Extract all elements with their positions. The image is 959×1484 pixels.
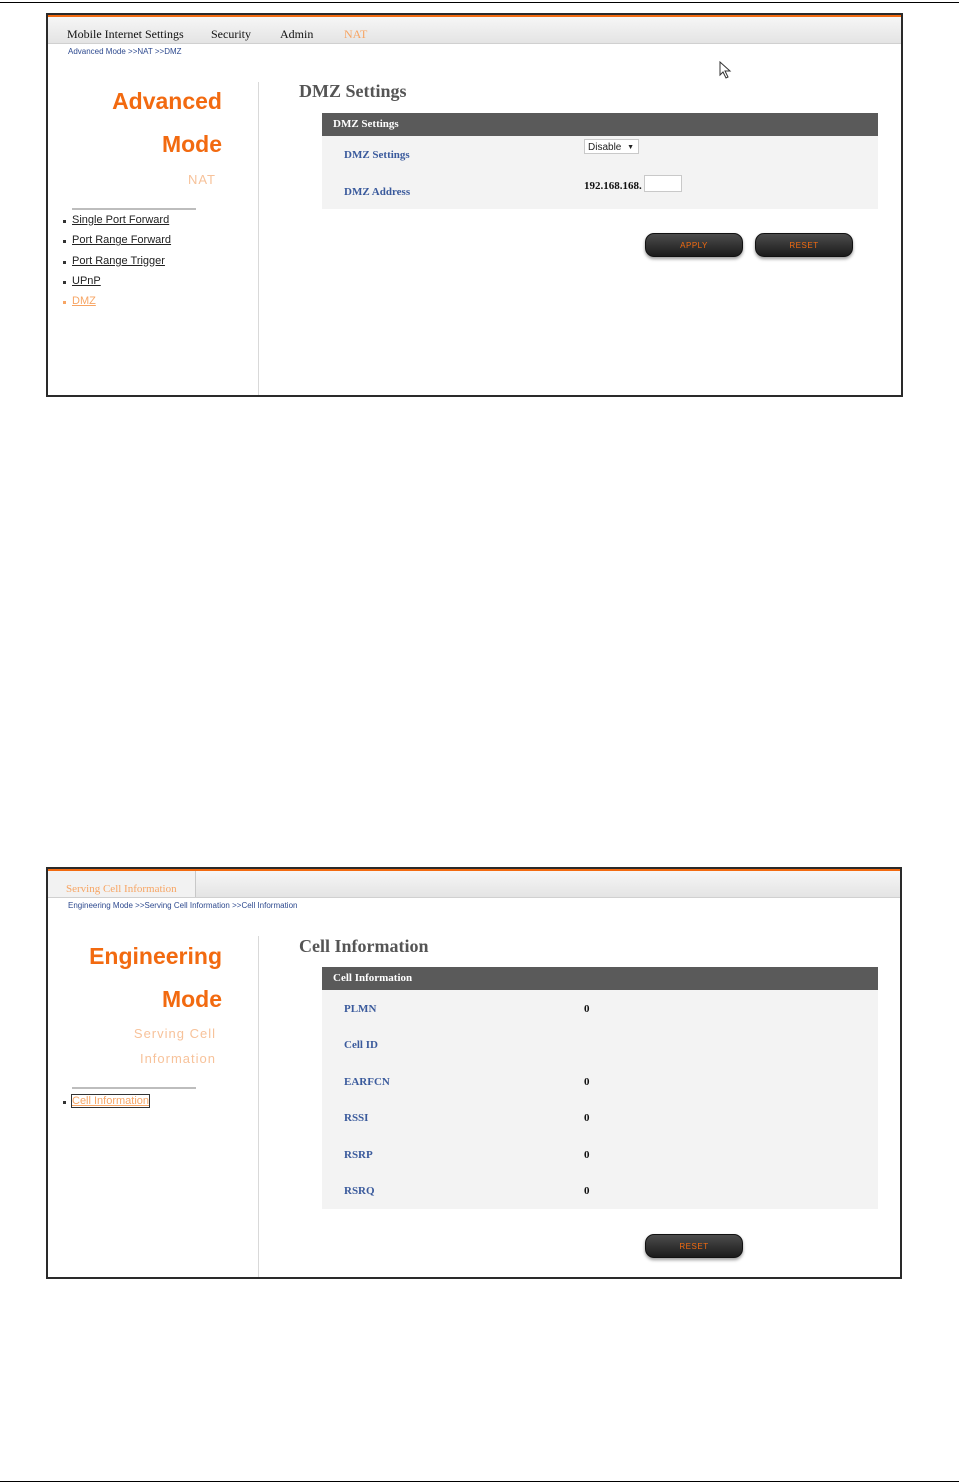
sidebar-subtitle-line2: Information (139, 1051, 216, 1066)
dmz-settings-label: DMZ Settings (344, 149, 410, 161)
sidebar-item-dmz[interactable]: DMZ (72, 295, 171, 315)
sidebar-title-line1: Engineering (89, 943, 222, 969)
sidebar-title-line2: Mode (161, 986, 222, 1012)
apply-button[interactable]: APPLY (645, 233, 743, 257)
rssi-value: 0 (584, 1112, 590, 1124)
dmz-address-input[interactable] (644, 175, 682, 192)
sidebar-rule (72, 1087, 196, 1089)
rsrq-label: RSRQ (344, 1185, 375, 1197)
nav-admin[interactable]: Admin (280, 27, 314, 41)
sidebar-menu (72, 214, 171, 315)
cell-information-panel (322, 967, 878, 1209)
sidebar-divider (258, 82, 259, 397)
plmn-value: 0 (584, 1003, 590, 1015)
plmn-label: PLMN (344, 1003, 377, 1015)
sidebar-menu (72, 1095, 149, 1115)
nav-security[interactable]: Security (211, 27, 251, 41)
page-top-rule (0, 2, 959, 3)
top-navigation (48, 17, 901, 44)
dmz-settings-panel (322, 113, 878, 209)
dmz-address-prefix: 192.168.168. (584, 180, 642, 192)
nav-nat[interactable]: NAT (344, 27, 368, 41)
rsrp-label: RSRP (344, 1149, 373, 1161)
rssi-label: RSSI (344, 1112, 369, 1124)
rsrp-value: 0 (584, 1149, 590, 1161)
top-navigation (48, 871, 900, 898)
reset-button[interactable]: RESET (755, 233, 853, 257)
dmz-address-label: DMZ Address (344, 186, 411, 198)
cell-id-label: Cell ID (344, 1039, 378, 1051)
sidebar-item-port-range-trigger[interactable]: Port Range Trigger (72, 255, 171, 275)
sidebar-subtitle: NAT (187, 172, 216, 187)
dmz-settings-select[interactable]: Disable ▼ (584, 139, 639, 154)
sidebar-title-line2: Mode (161, 131, 222, 157)
rsrq-value: 0 (584, 1185, 590, 1197)
panel-header: DMZ Settings (322, 113, 878, 136)
sidebar-rule (72, 208, 196, 210)
cell-information-screenshot (46, 867, 902, 1279)
sidebar-item-upnp[interactable]: UPnP (72, 275, 171, 295)
sidebar-title-line1: Advanced (112, 88, 222, 114)
earfcn-value: 0 (584, 1076, 590, 1088)
chevron-down-icon: ▼ (627, 144, 634, 151)
reset-button[interactable]: RESET (645, 1234, 743, 1258)
breadcrumb: Engineering Mode >>Serving Cell Information >>Cell Information (68, 901, 298, 910)
breadcrumb: Advanced Mode >>NAT >>DMZ (68, 47, 182, 56)
sidebar-item-cell-information[interactable]: Cell Information (72, 1095, 149, 1115)
mouse-pointer-icon (719, 61, 733, 79)
page-title: DMZ Settings (299, 81, 407, 101)
dmz-settings-screenshot (46, 13, 903, 397)
sidebar-item-single-port-forward[interactable]: Single Port Forward (72, 214, 171, 234)
sidebar-subtitle-line1: Serving Cell (133, 1026, 216, 1041)
sidebar-divider (258, 936, 259, 1279)
tab-serving-cell-information[interactable]: Serving Cell Information (48, 871, 196, 897)
panel-header: Cell Information (322, 967, 878, 990)
nav-mobile-internet-settings[interactable]: Mobile Internet Settings (67, 27, 184, 41)
earfcn-label: EARFCN (344, 1076, 390, 1088)
sidebar-item-port-range-forward[interactable]: Port Range Forward (72, 234, 171, 254)
page-bottom-rule (0, 1481, 959, 1482)
page-title: Cell Information (299, 936, 429, 956)
